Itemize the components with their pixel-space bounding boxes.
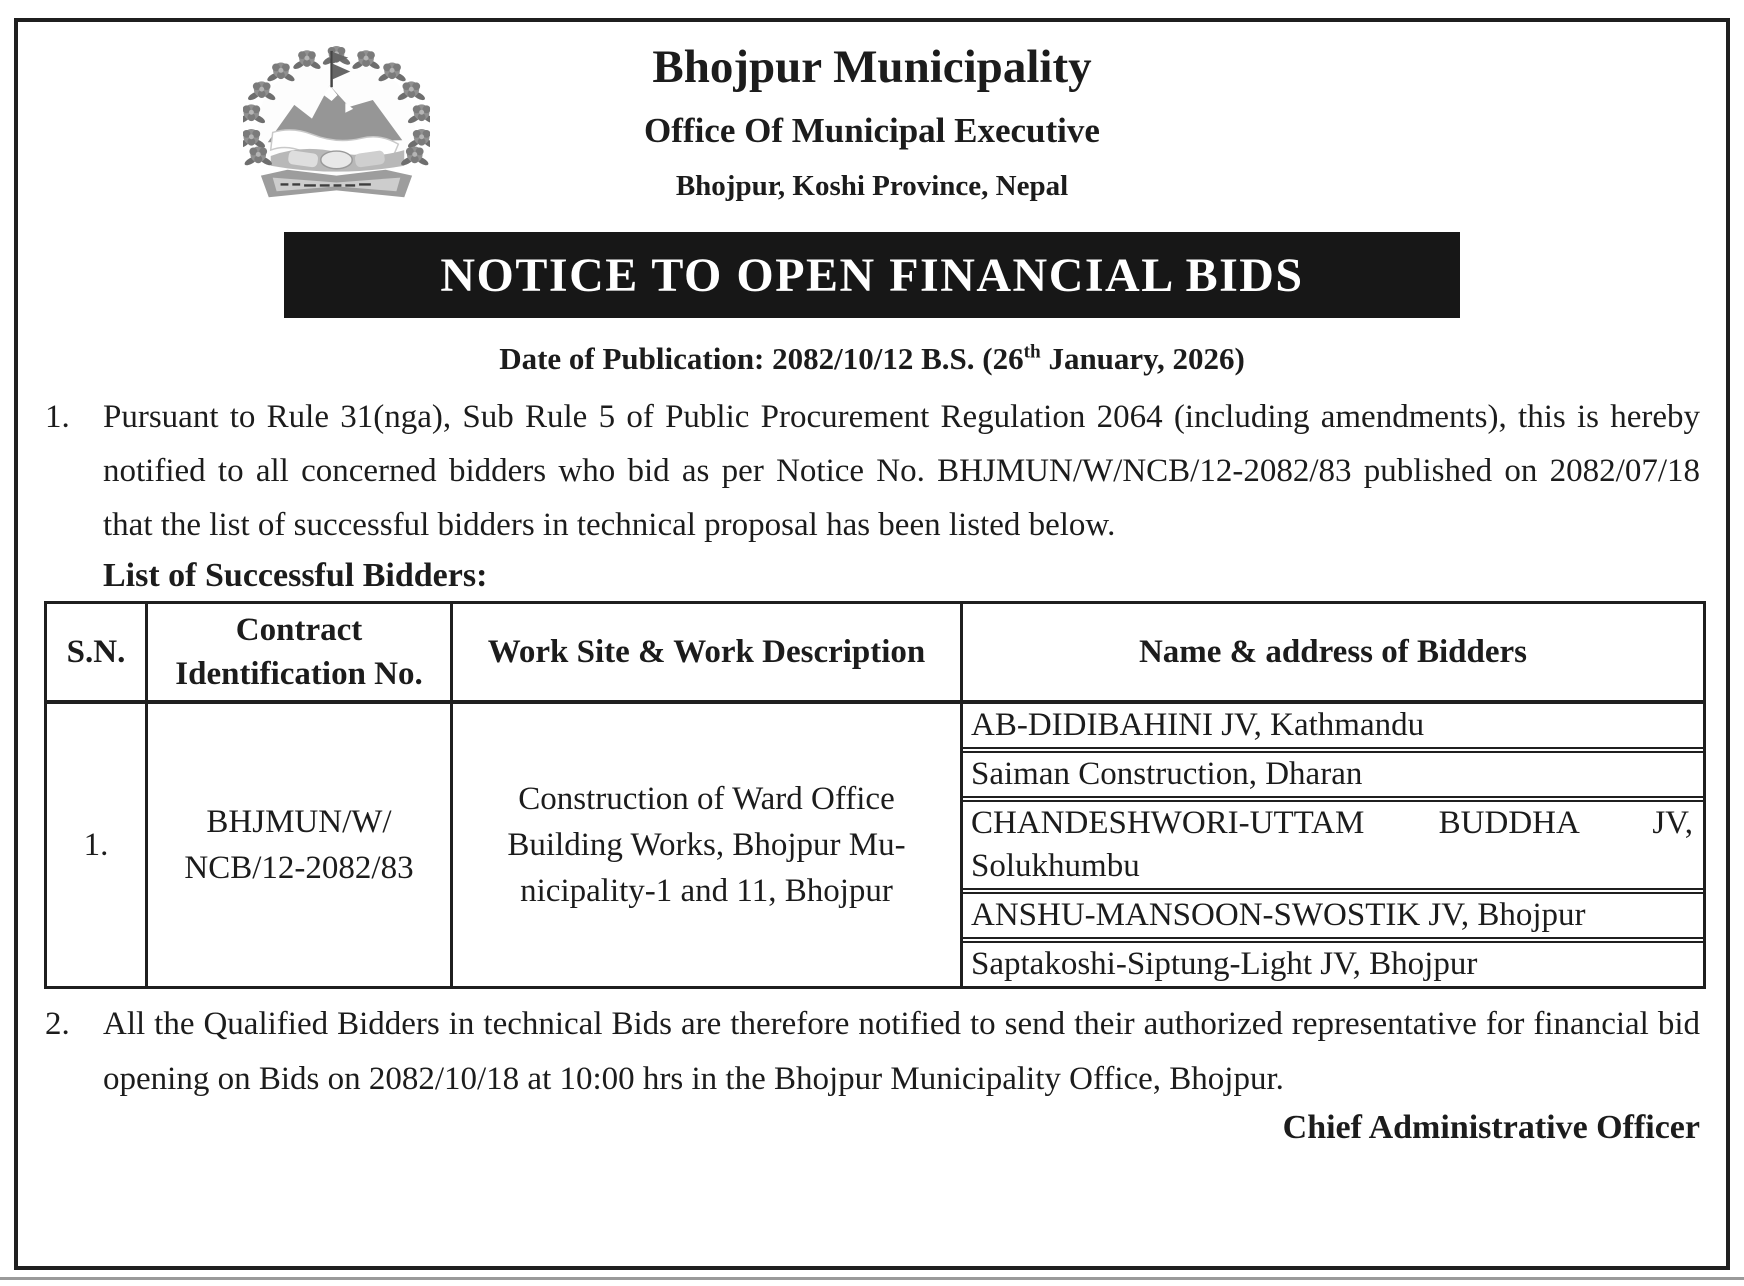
clause-2-text: All the Qualified Bidders in technical Bids are therefore notified to send their authorized representative for financial bid opening on Bids on 2082/10/18 at 10:00 hrs in the Bhojpur Municipality Office, Bhojpur.: [103, 1006, 1700, 1097]
notice-title: NOTICE TO OPEN FINANCIAL BIDS: [440, 248, 1304, 302]
cell-contract-id: BHJMUN/W/ NCB/12-2082/83: [148, 704, 453, 986]
municipality-name: Bhojpur Municipality: [652, 41, 1092, 93]
cell-bidders: [963, 704, 1703, 986]
cell-sn: 1.: [47, 704, 148, 986]
header-contract-id: Contract Identification No.: [148, 604, 453, 704]
clause-2: [45, 997, 1700, 1107]
bidder-row: Saptakoshi-Siptung-Light JV, Bhojpur: [963, 941, 1703, 986]
bidder-row: AB-DIDIBAHINI JV, Kathmandu: [963, 704, 1703, 749]
clause-1: [45, 390, 1700, 552]
header-sn: S.N.: [47, 604, 148, 704]
cell-work-description: Construction of Ward Office Building Works, Bhojpur Mu- nicipality-1 and 11, Bhojpur: [453, 704, 963, 986]
bidder-row: CHANDESHWORI-UTTAM BUDDHA JV, Solukhumbu: [963, 800, 1703, 890]
header-bidders: Name & address of Bidders: [963, 604, 1703, 704]
bidder-row: Saiman Construction, Dharan: [963, 751, 1703, 798]
bidder-row: ANSHU-MANSOON-SWOSTIK JV, Bhojpur: [963, 892, 1703, 939]
table-label: List of Successful Bidders:: [103, 557, 488, 594]
notice-title-banner: [284, 232, 1460, 318]
page-bottom-rule: [0, 1277, 1744, 1280]
header-work-description: Work Site & Work Description: [453, 604, 963, 704]
clause-1-text: Pursuant to Rule 31(nga), Sub Rule 5 of Public Procurement Regulation 2064 (including amendments), this is hereby notified to all concerned bidders who bid as per Notice No. BHJMUN/W/NCB/12-2082/83 published on 2082/07/18 that the list of successful bidders in technical proposal has been listed below.: [103, 399, 1700, 543]
clause-1-number: 1.: [45, 399, 70, 435]
ordinal-superscript: th: [1023, 341, 1041, 363]
clause-2-number: 2.: [45, 1006, 70, 1042]
nepal-emblem-logo: [243, 46, 430, 208]
office-name: Office Of Municipal Executive: [644, 111, 1100, 150]
signature-line: Chief Administrative Officer: [1282, 1109, 1700, 1146]
successful-bidders-table: [44, 601, 1706, 989]
location-line: Bhojpur, Koshi Province, Nepal: [675, 170, 1069, 202]
notice-document: [14, 18, 1730, 1270]
publication-date: Date of Publication: 2082/10/12 B.S. (26th January, 2026): [499, 341, 1245, 376]
